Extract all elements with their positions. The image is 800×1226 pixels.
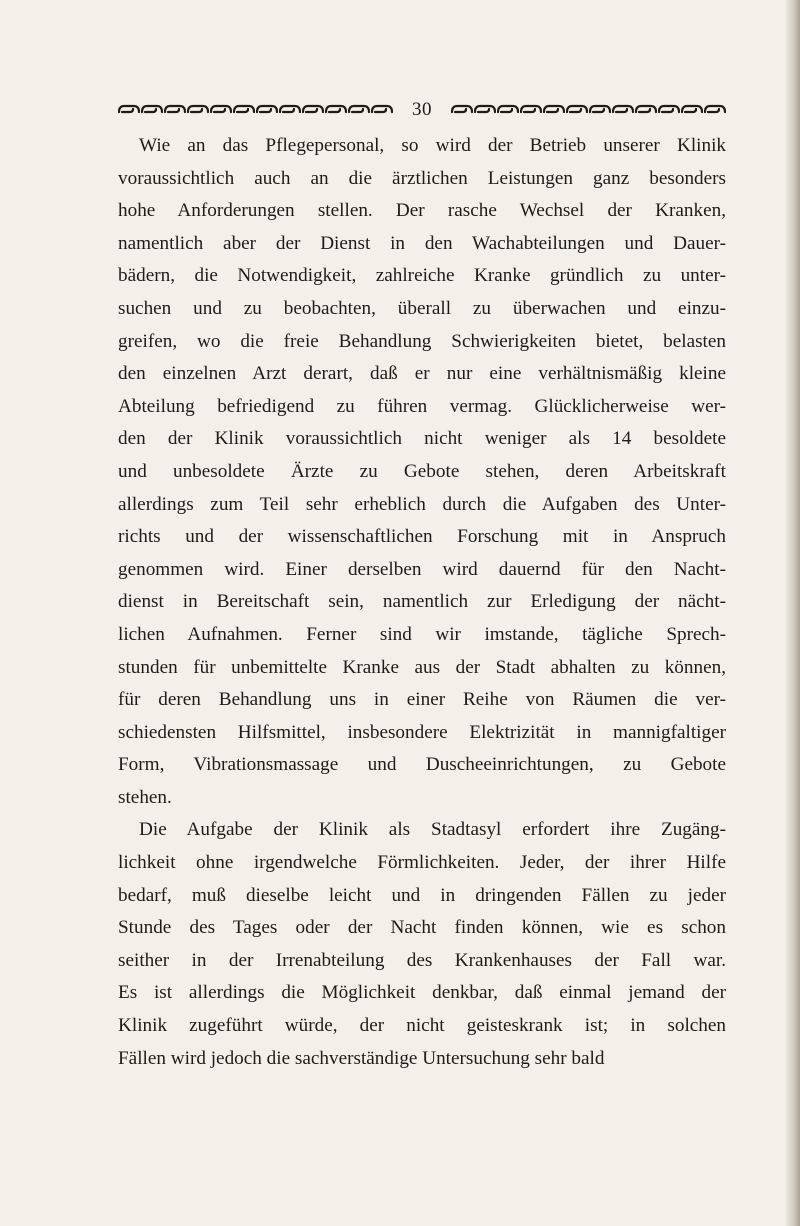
wave-link-icon <box>566 103 588 115</box>
text-line: stehen. <box>118 786 172 808</box>
wave-link-icon <box>543 103 565 115</box>
wave-link-icon <box>520 103 542 115</box>
text-line: Wie an das Pflegepersonal, so wird der Betrieb unserer Klinik <box>139 135 726 156</box>
text-line: Form, Vibrationsmassage und Duscheeinrichtungen, zu Gebote <box>118 754 726 776</box>
text-line: hohe Anforderungen stellen. Der rasche Wechsel der Kranken, <box>118 200 726 222</box>
text-line: dienst in Bereitschaft sein, namentlich zur Erledigung der nächt- <box>118 591 726 613</box>
wave-link-icon <box>658 103 680 115</box>
text-line: lichkeit ohne irgendwelche Förmlichkeiten. Jeder, der ihrer Hilfe <box>118 852 726 874</box>
text-line: genommen wird. Einer derselben wird dauernd für den Nacht- <box>118 558 726 580</box>
text-line: Abteilung befriedigend zu führen vermag. Glücklicherweise wer- <box>118 395 726 417</box>
wave-link-icon <box>302 103 324 115</box>
paragraph <box>118 130 726 814</box>
wave-link-icon <box>233 103 255 115</box>
text-line: richts und der wissenschaftlichen Forschung mit in Anspruch <box>118 526 726 548</box>
left-ornament-border <box>118 102 393 116</box>
paragraph <box>118 814 726 1075</box>
wave-link-icon <box>279 103 301 115</box>
text-line: für deren Behandlung uns in einer Reihe von Räumen die ver- <box>118 689 726 711</box>
wave-link-icon <box>589 103 611 115</box>
wave-link-icon <box>141 103 163 115</box>
text-line: allerdings zum Teil sehr erheblich durch die Aufgaben des Unter- <box>118 493 726 515</box>
text-line: voraussichtlich auch an die ärztlichen Leistungen ganz besonders <box>118 167 726 189</box>
text-line: Die Aufgabe der Klinik als Stadtasyl erfordert ihre Zugäng- <box>139 819 726 841</box>
right-ornament-border <box>451 102 726 116</box>
page-edge <box>786 0 800 1226</box>
wave-link-icon <box>210 103 232 115</box>
text-line: den einzelnen Arzt derart, daß er nur eine verhältnismäßig kleine <box>118 363 726 385</box>
wave-link-icon <box>256 103 278 115</box>
wave-link-icon <box>348 103 370 115</box>
text-line: lichen Aufnahmen. Ferner sind wir imstande, tägliche Sprech- <box>118 623 726 645</box>
wave-link-icon <box>451 103 473 115</box>
wave-link-icon <box>612 103 634 115</box>
wave-link-icon <box>325 103 347 115</box>
body-text <box>118 130 726 1075</box>
wave-link-icon <box>635 103 657 115</box>
text-line: suchen und zu beobachten, überall zu überwachen und einzu- <box>118 297 726 319</box>
text-line: bädern, die Notwendigkeit, zahlreiche Kranke gründlich zu unter- <box>118 265 726 287</box>
text-line: Klinik zugeführt würde, der nicht geisteskrank ist; in solchen <box>118 1015 726 1037</box>
text-line: und unbesoldete Ärzte zu Gebote stehen, deren Arbeitskraft <box>118 460 726 482</box>
text-line: namentlich aber der Dienst in den Wachabteilungen und Dauer- <box>118 232 726 254</box>
text-line: den der Klinik voraussichtlich nicht weniger als 14 besoldete <box>118 428 726 450</box>
text-line: Stunde des Tages oder der Nacht finden können, wie es schon <box>118 917 726 939</box>
text-line: greifen, wo die freie Behandlung Schwierigkeiten bietet, belasten <box>118 330 726 352</box>
wave-link-icon <box>704 103 726 115</box>
text-line: seither in der Irrenabteilung des Krankenhauses der Fall war. <box>118 949 726 971</box>
wave-link-icon <box>474 103 496 115</box>
wave-link-icon <box>681 103 703 115</box>
wave-link-icon <box>497 103 519 115</box>
text-line: stunden für unbemittelte Kranke aus der Stadt abhalten zu können, <box>118 656 726 678</box>
wave-link-icon <box>371 103 393 115</box>
page-number: 30 <box>412 98 432 120</box>
text-line: bedarf, muß dieselbe leicht und in dringenden Fällen zu jeder <box>118 884 726 906</box>
wave-link-icon <box>118 103 140 115</box>
text-line: schiedensten Hilfsmittel, insbesondere Elektrizität in mannigfaltiger <box>118 721 726 743</box>
text-line: Es ist allerdings die Möglichkeit denkbar, daß einmal jemand der <box>118 982 726 1004</box>
wave-link-icon <box>187 103 209 115</box>
wave-link-icon <box>164 103 186 115</box>
running-header <box>118 97 726 121</box>
text-line: Fällen wird jedoch die sachverständige Untersuchung sehr bald <box>118 1047 605 1069</box>
